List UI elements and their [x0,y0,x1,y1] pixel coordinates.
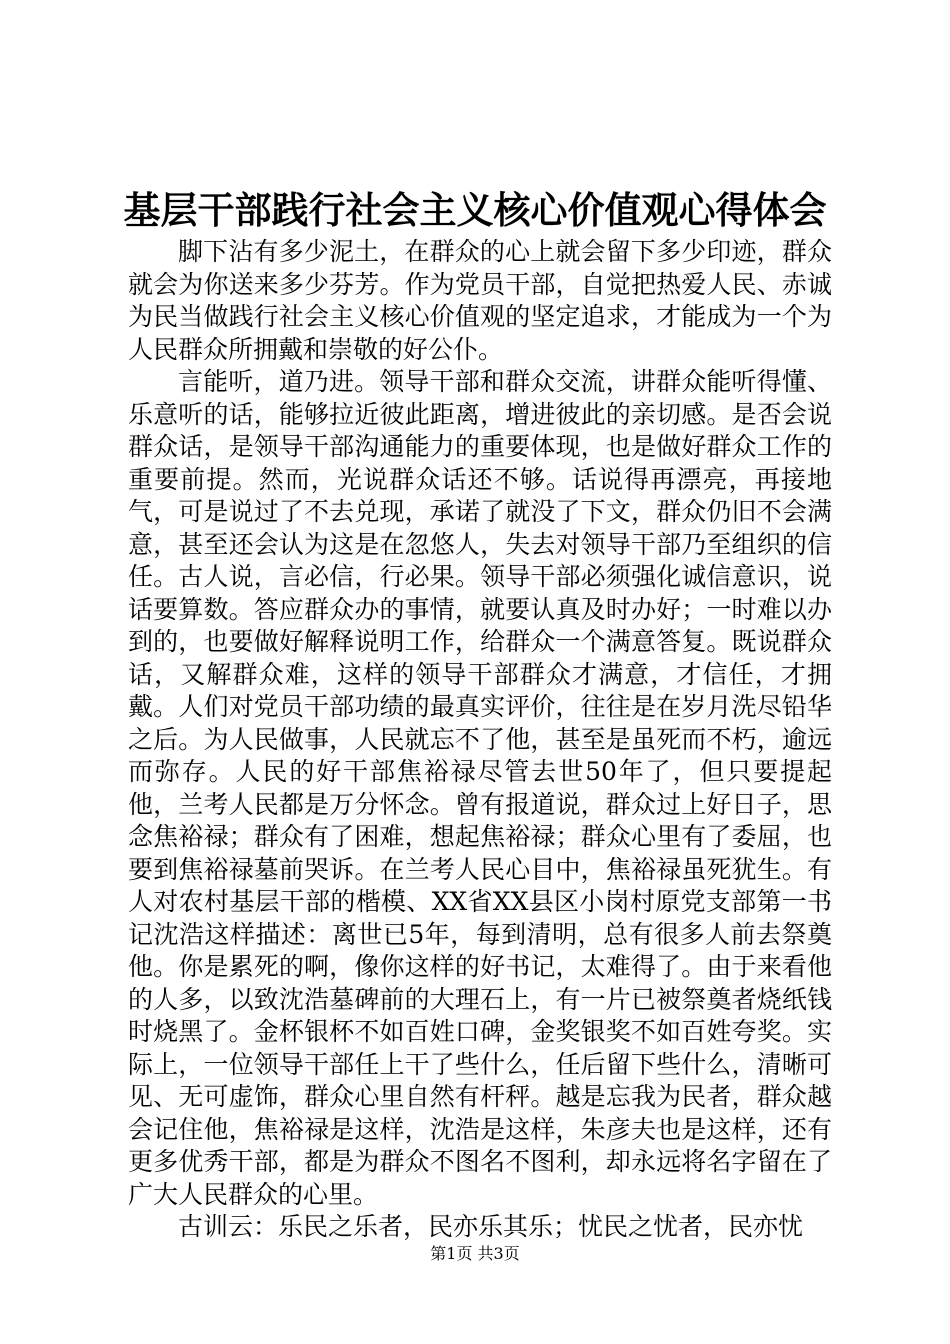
paragraph-2: 言能听，道乃进。领导干部和群众交流，讲群众能听得懂、乐意听的话，能够拉近彼此距离，增进彼此的亲切感。是否会说群众话，是领导干部沟通能力的重要体现，也是做好群众工作的重要前提。然而，光说群众话还不够。话说得再漂亮，再接地气，可是说过了不去兑现，承诺了就没了下文，群众仍旧不会满意，甚至还会认为这是在忽悠人，失去对领导干部乃至组织的信任。古人说，言必信，行必果。领导干部必须强化诚信意识，说话要算数。答应群众办的事情，就要认真及时办好；一时难以办到的，也要做好解释说明工作，给群众一个满意答复。既说群众话，又解群众难，这样的领导干部群众才满意，才信任，才拥戴。人们对党员干部功绩的最真实评价，往往是在岁月洗尽铅华之后。为人民做事，人民就忘不了他，甚至是虽死而不朽，逾远而弥存。人民的好干部焦裕禄尽管去世50年了，但只要提起他，兰考人民都是万分怀念。曾有报道说，群众过上好日子，思念焦裕禄；群众有了困难，想起焦裕禄；群众心里有了委屈，也要到焦裕禄墓前哭诉。在兰考人民心目中，焦裕禄虽死犹生。有人对农村基层干部的楷模、XX省XX县区小岗村原党支部第一书记沈浩这样描述：离世已5年，每到清明，总有很多人前去祭奠他。你是累死的啊，像你这样的好书记，太难得了。由于来看他的人多，以致沈浩墓碑前的大理石上，有一片已被祭奠者烧纸钱时烧黑了。金杯银杯不如百姓口碑，金奖银奖不如百姓夸奖。实际上，一位领导干部任上干了些什么，任后留下些什么，清晰可见、无可虚饰，群众心里自然有杆秤。越是忘我为民者，群众越会记住他，焦裕禄是这样，沈浩是这样，朱彦夫也是这样，还有更多优秀干部，都是为群众不图名不图利，却永远将名字留在了广大人民群众的心里。 [128,367,832,1209]
document-body [128,236,832,1244]
page-footer: 第1页 共3页 [430,1244,520,1263]
paragraph-1: 脚下沾有多少泥土，在群众的心上就会留下多少印迹，群众就会为你送来多少芬芳。作为党员干部，自觉把热爱人民、赤诚为民当做践行社会主义核心价值观的坚定追求，才能成为一个为人民群众所拥戴和崇敬的好公仆。 [128,237,832,364]
paragraph-3: 古训云：乐民之乐者，民亦乐其乐；忧民之忧者，民亦忧 [178,1212,804,1241]
page-title: 基层干部践行社会主义核心价值观心得体会 [123,188,827,232]
